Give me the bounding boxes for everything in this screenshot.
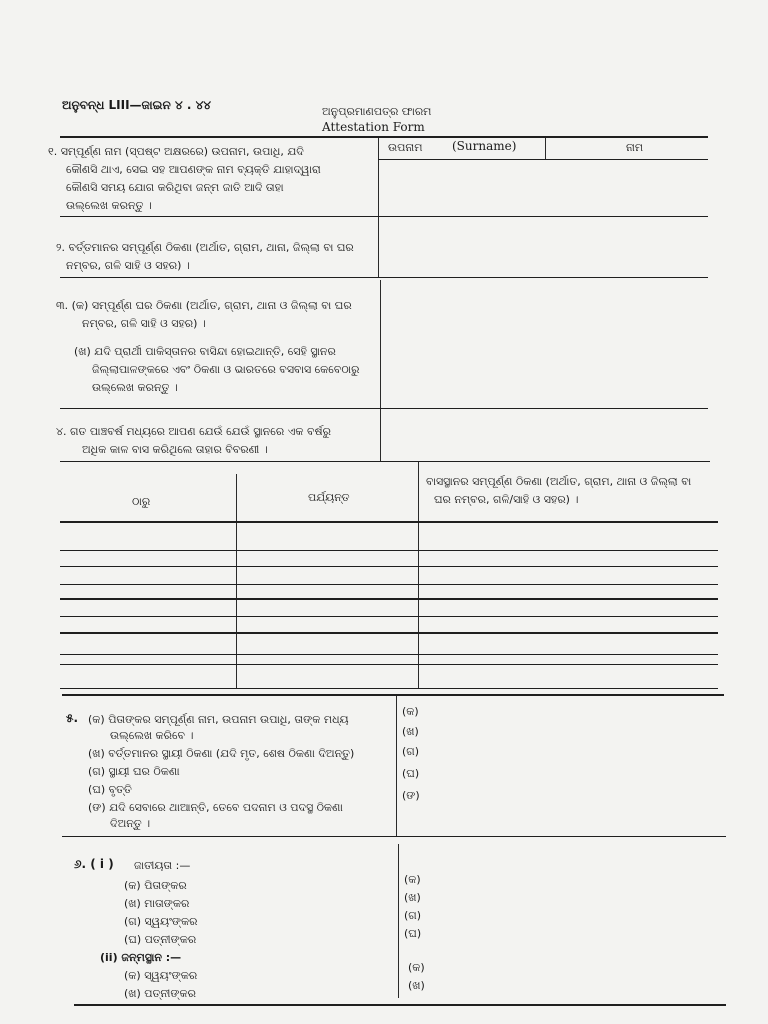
q6-marker-i-a: (କ) [404,873,421,886]
row4-rule [60,461,710,462]
q6-nationality-wife: (ଘ) ପତ୍ନୀଙ୍କର [124,933,197,946]
table-row-rule-6 [60,632,718,634]
q6-birthplace-self: (କ) ସ୍ୱୟଂଙ୍କର [124,969,198,982]
form-title-odia: ଅନୁପ୍ରମାଣପତ୍ର ଫାରମ [322,105,432,118]
row5-top-rule [62,694,724,696]
q5-item-e-line-2: ଦିଅନ୍ତୁ । [110,817,151,830]
table-row-rule-7 [60,654,718,655]
q2-line-2: ନମ୍ବର, ଗଳି ସାହି ଓ ସହର) । [66,259,190,272]
table-row-rule-5 [60,616,718,617]
row5-divider [396,696,397,836]
surname-label: (Surname) [452,139,517,153]
nama-label: ନାମ [626,141,644,154]
q3b-line-2: ଜିଲ୍ଲାପାଳଙ୍କରେ ଏବଂ ଠିକଣା ଓ ଭାରତରେ ବସବାସ କେବେଠାରୁ [92,363,360,376]
row1-divider [378,138,379,216]
q6-nationality-self: (ଗ) ସ୍ୱୟଂଙ୍କର [124,915,198,928]
q6-marker-ii-a: (କ) [408,961,425,974]
q5-item-d: (ଘ) ବୃତ୍ତି [88,783,132,796]
q5-answer-marker-b: (ଖ) [402,725,419,738]
row4-divider [380,409,381,461]
row6-divider [398,844,399,998]
table-bottom-rule [60,688,718,689]
table-header-to: ପର୍ଯ୍ୟନ୍ତ [308,491,350,504]
row3-rule [60,408,708,409]
q3a-line-1: ୩. (କ) ସମ୍ପୂର୍ଣ୍ଣ ଘର ଠିକଣା (ଅର୍ଥାତ, ଗ୍ରାମ, ଥାନା ଓ ଜିଲ୍ଲା ବା ଘର [56,299,352,312]
table-row-rule-3 [60,584,718,585]
q1-line-2: କୌଣସି ଥାଏ, ସେଇ ସହ ଆପଣଙ୍କ ନାମ ବ୍ୟକ୍ତି ଯାହାଦ୍ୱାରା [66,163,321,176]
q6-nationality-mother: (ଖ) ମାତାଙ୍କର [124,897,190,910]
q6-marker-i-d: (ଘ) [404,927,422,940]
q1-line-1: ୧. ସମ୍ପୂର୍ଣ୍ଣ ନାମ (ସ୍ପଷ୍ଟ ଅକ୍ଷରରେ) ଉପନାମ, ଉପାଧି, ଯଦି [48,145,304,158]
q3b-line-1: (ଖ) ଯଦି ପ୍ରାର୍ଥୀ ପାକିସ୍ତାନର ବାସିନ୍ଦା ହୋଇଥାନ୍ତି, ସେହି ସ୍ଥାନର [74,345,336,358]
table-row-rule-8 [60,664,718,665]
row2-divider [378,217,379,277]
q3b-line-3: ଉଲ୍ଲେଖ କରନ୍ତୁ । [92,381,178,394]
surname-divider [545,138,546,160]
q5-answer-marker-e: (ଙ) [402,789,420,802]
q5-item-b: (ଖ) ବର୍ତ୍ତମାନର ସ୍ଥାୟୀ ଠିକଣା (ଯଦି ମୃତ, ଶେଷ ଠିକଣା ଦିଅନ୍ତୁ) [88,747,355,760]
table-row-rule-1 [60,550,718,551]
table-header-rule [60,521,718,523]
row2-rule [60,277,708,278]
row3-divider [380,280,381,408]
upanama-label: ଉପନାମ [388,141,423,154]
q5-answer-marker-a: (କ) [402,705,419,718]
row1-rule [60,216,708,217]
q6-number: ୬. ( i ) [74,857,114,871]
table-row-rule-2 [60,566,718,567]
table-row-rule-4 [60,598,718,600]
q6-marker-i-c: (ଗ) [404,909,422,922]
q4-line-1: ୪. ଗତ ପାଞ୍ଚବର୍ଷ ମଧ୍ୟରେ ଆପଣ ଯେଉଁ ଯେଉଁ ସ୍ଥାନରେ ଏକ ବର୍ଷରୁ [56,425,331,438]
q1-line-4: ଉଲ୍ଲେଖ କରନ୍ତୁ । [66,199,152,212]
form-title-english: Attestation Form [322,120,425,134]
q6-marker-ii-b: (ଖ) [408,979,425,992]
q5-answer-marker-d: (ଘ) [402,767,420,780]
q5-item-e-line-1: (ଙ) ଯଦି ସେବାରେ ଥାଆନ୍ତି, ତେବେ ପଦନାମ ଓ ପଦସ୍ଥ ଠିକଣା [88,801,343,814]
table-col-divider-1 [236,474,237,688]
q6-nationality-father: (କ) ପିତାଙ୍କର [124,879,187,892]
top-rule [60,136,708,138]
q5-item-a-line-2: ଉଲ୍ଲେଖ କରିବେ । [110,729,194,742]
q3a-line-2: ନମ୍ବର, ଗଳି ସାହି ଓ ସହର) । [82,317,206,330]
q5-item-a-line-1: (କ) ପିତାଙ୍କର ସମ୍ପୂର୍ଣ୍ଣ ନାମ, ଉପନାମ ଉପାଧି, ତାଙ୍କ ମଧ୍ୟ [88,713,349,726]
q1-line-3: କୌଣସି ସମୟ ଯୋଗ କରିଥିବା ଜନ୍ମ ଜାତି ଆଦି ତାହା [66,181,284,194]
table-header-address-1: ବାସସ୍ଥାନର ସମ୍ପୂର୍ଣ୍ଣ ଠିକଣା (ଅର୍ଥାତ, ଗ୍ରାମ, ଥାନା ଓ ଜିଲ୍ଲା ବା [426,475,692,488]
bottom-rule [74,1004,726,1006]
q5-answer-marker-c: (ଗ) [402,745,420,758]
row5-bottom-rule [62,836,726,837]
q2-line-1: ୨. ବର୍ତ୍ତମାନର ସମ୍ପୂର୍ଣ୍ଣ ଠିକଣା (ଅର୍ଥାତ, ଗ୍ରାମ, ଥାନା, ଜିଲ୍ଲା ବା ଘର [56,241,354,254]
q6-birthplace-heading: (ii) ଜନ୍ମସ୍ଥାନ :— [100,951,182,964]
name-header-rule [378,159,708,160]
q5-number: ୫. [66,711,79,725]
table-header-address-2: ଘର ନମ୍ବର, ଗଳି/ସାହି ଓ ସହର) । [434,493,579,506]
table-header-from: ଠାରୁ [132,495,151,508]
form-reference: ଅନୁବନ୍ଧ LIII—ଜାଇନ ୪ . ୪୪ [62,98,211,112]
q6-nationality-heading: ଜାତୀୟତା :— [134,859,191,872]
q6-birthplace-wife: (ଖ) ପତ୍ନୀଙ୍କର [124,987,196,1000]
q5-item-c: (ଗ) ସ୍ଥାୟୀ ଘର ଠିକଣା [88,765,180,778]
q4-line-2: ଅଧିକ କାଳ ବାସ କରିଥିଲେ ତାହାର ବିବରଣୀ । [82,443,268,456]
q6-marker-i-b: (ଖ) [404,891,421,904]
